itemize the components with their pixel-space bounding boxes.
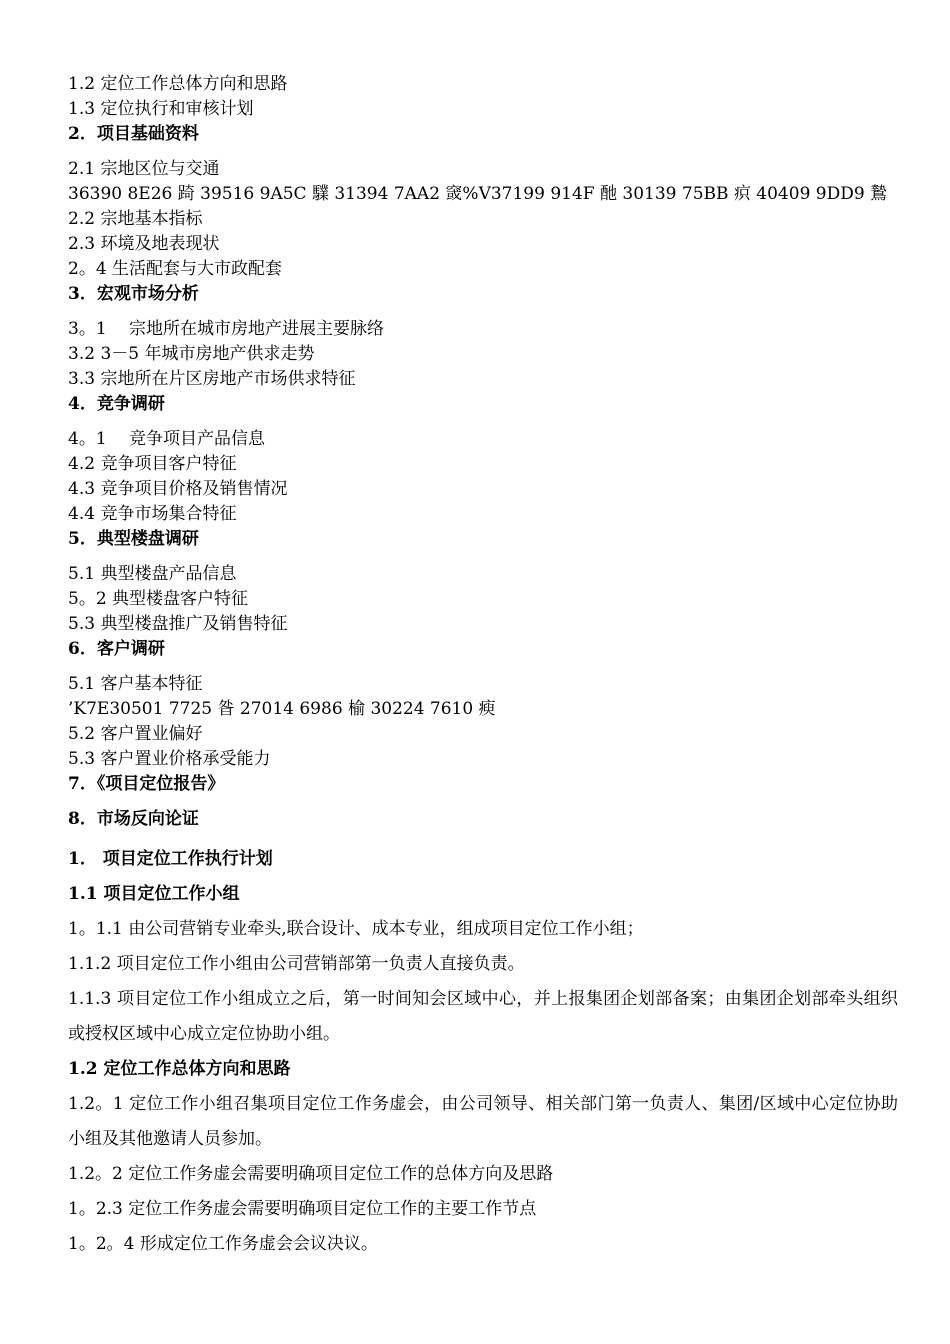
outline-heading: 2．项目基础资料 [68,124,199,144]
outline-item: 3.2 3－5 年城市房地产供求走势 [68,344,315,364]
outline-garbled-text: ’K7E30501 7725 昝 27014 6986 榆 30224 7610 瘐 [68,699,496,719]
outline-item: 3。1 宗地所在城市房地产进展主要脉络 [68,319,385,339]
outline-heading: 8．市场反向论证 [68,809,199,829]
outline-garbled-text: 36390 8E26 踦 39516 9A5C 驜 31394 7AA2 窢%V37199 914F 酏 30139 75BB 疻 40409 9DD9 鷙 [68,184,888,204]
body-paragraph: 1.1.2 项目定位工作小组由公司营销部第一负责人直接负责。 [68,954,525,974]
section-heading: 1． 项目定位工作执行计划 [68,849,273,869]
outline-heading: 3．宏观市场分析 [68,284,199,304]
outline-item: 2。4 生活配套与大市政配套 [68,259,283,279]
body-paragraph: 1.1.3 项目定位工作小组成立之后，第一时间知会区域中心，并上报集团企划部备案；由集团企划部牵头组织或授权区域中心成立定位协助小组。 [68,989,898,1044]
outline-item: 2.2 宗地基本指标 [68,209,203,229]
outline-item: 5.2 客户置业偏好 [68,724,203,744]
outline-item: 2.3 环境及地表现状 [68,234,220,254]
outline-item: 5.3 客户置业价格承受能力 [68,749,271,769]
outline-item: 4.4 竞争市场集合特征 [68,504,237,524]
outline-item: 5.1 典型楼盘产品信息 [68,564,237,584]
outline-item: 4.2 竞争项目客户特征 [68,454,237,474]
body-paragraph: 1.2。2 定位工作务虚会需要明确项目定位工作的总体方向及思路 [68,1164,554,1184]
subsection-heading: 1.1 项目定位工作小组 [68,884,240,904]
outline-item: 1.3 定位执行和审核计划 [68,99,254,119]
outline-item: 4。1 竞争项目产品信息 [68,429,266,449]
outline-item: 5.1 客户基本特征 [68,674,203,694]
outline-item: 3.3 宗地所在片区房地产市场供求特征 [68,369,356,389]
outline-item: 1.2 定位工作总体方向和思路 [68,74,288,94]
body-paragraph: 1。2.3 定位工作务虚会需要明确项目定位工作的主要工作节点 [68,1199,537,1219]
subsection-heading: 1.2 定位工作总体方向和思路 [68,1059,291,1079]
body-paragraph: 1.2。1 定位工作小组召集项目定位工作务虚会，由公司领导、相关部门第一负责人、集团/区域中心定位协助小组及其他邀请人员参加。 [68,1094,898,1149]
outline-heading: 4．竞争调研 [68,394,165,414]
outline-heading: 5．典型楼盘调研 [68,529,199,549]
document-page [68,72,898,1262]
outline-heading: 6．客户调研 [68,639,165,659]
body-paragraph: 1。1.1 由公司营销专业牵头,联合设计、成本专业，组成项目定位工作小组； [68,919,644,939]
body-paragraph: 1。2。4 形成定位工作务虚会会议决议。 [68,1234,378,1254]
outline-item: 4.3 竞争项目价格及销售情况 [68,479,288,499]
outline-item: 5。2 典型楼盘客户特征 [68,589,249,609]
outline-item: 2.1 宗地区位与交通 [68,159,220,179]
outline-item: 5.3 典型楼盘推广及销售特征 [68,614,288,634]
outline-heading: 7．《项目定位报告》 [68,774,225,794]
